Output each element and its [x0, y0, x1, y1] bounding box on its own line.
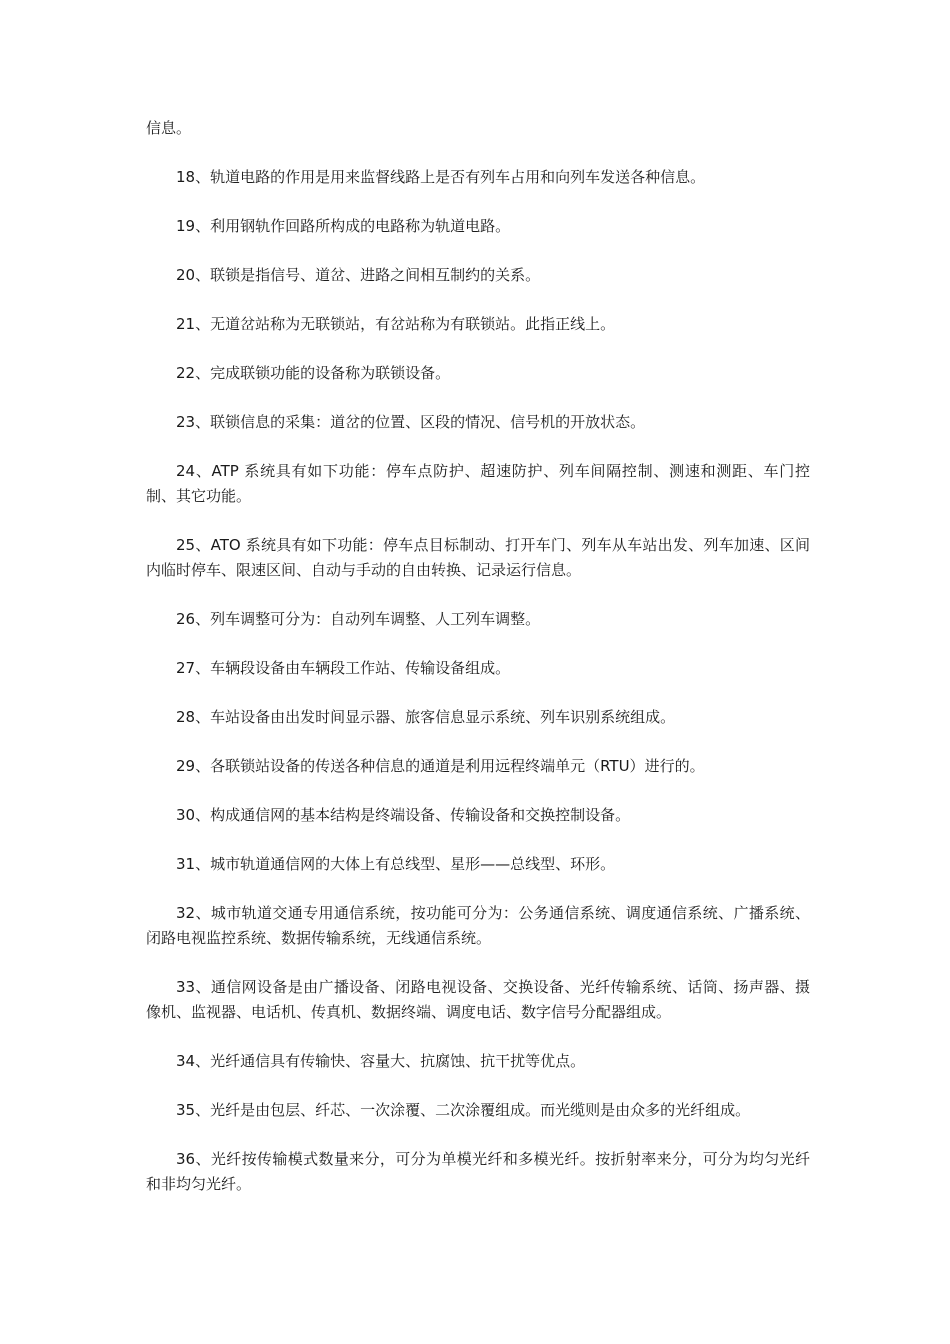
list-item-31: 31、城市轨道通信网的大体上有总线型、星形——总线型、环形。 [176, 855, 616, 873]
list-item-26: 26、列车调整可分为：自动列车调整、人工列车调整。 [176, 610, 541, 628]
list-item-19: 19、利用钢轨作回路所构成的电路称为轨道电路。 [176, 217, 511, 235]
list-item-27: 27、车辆段设备由车辆段工作站、传输设备组成。 [176, 659, 511, 677]
list-item-24: 24、ATP 系统具有如下功能：停车点防护、超速防护、列车间隔控制、测速和测距、车门控制、其它功能。 [146, 462, 810, 505]
list-item-29: 29、各联锁站设备的传送各种信息的通道是利用远程终端单元（RTU）进行的。 [176, 757, 705, 775]
continuation-text: 信息。 [146, 119, 192, 137]
list-item-33: 33、通信网设备是由广播设备、闭路电视设备、交换设备、光纤传输系统、话筒、扬声器、摄像机、监视器、电话机、传真机、数据终端、调度电话、数字信号分配器组成。 [146, 978, 810, 1021]
list-item-35: 35、光纤是由包层、纤芯、一次涂覆、二次涂覆组成。而光缆则是由众多的光纤组成。 [176, 1101, 751, 1119]
list-item-18: 18、轨道电路的作用是用来监督线路上是否有列车占用和向列车发送各种信息。 [176, 168, 706, 186]
list-item-22: 22、完成联锁功能的设备称为联锁设备。 [176, 364, 451, 382]
list-item-36: 36、光纤按传输模式数量来分，可分为单模光纤和多模光纤。按折射率来分，可分为均匀光纤和非均匀光纤。 [146, 1150, 810, 1193]
list-item-28: 28、车站设备由出发时间显示器、旅客信息显示系统、列车识别系统组成。 [176, 708, 676, 726]
list-item-32: 32、城市轨道交通专用通信系统，按功能可分为：公务通信系统、调度通信系统、广播系统、闭路电视监控系统、数据传输系统，无线通信系统。 [146, 904, 810, 947]
list-item-34: 34、光纤通信具有传输快、容量大、抗腐蚀、抗干扰等优点。 [176, 1052, 586, 1070]
list-item-20: 20、联锁是指信号、道岔、进路之间相互制约的关系。 [176, 266, 541, 284]
list-item-25: 25、ATO 系统具有如下功能：停车点目标制动、打开车门、列车从车站出发、列车加速、区间内临时停车、限速区间、自动与手动的自由转换、记录运行信息。 [146, 536, 810, 579]
list-item-21: 21、无道岔站称为无联锁站，有岔站称为有联锁站。此指正线上。 [176, 315, 616, 333]
list-item-30: 30、构成通信网的基本结构是终端设备、传输设备和交换控制设备。 [176, 806, 631, 824]
list-item-23: 23、联锁信息的采集：道岔的位置、区段的情况、信号机的开放状态。 [176, 413, 646, 431]
document-body [146, 116, 810, 1221]
